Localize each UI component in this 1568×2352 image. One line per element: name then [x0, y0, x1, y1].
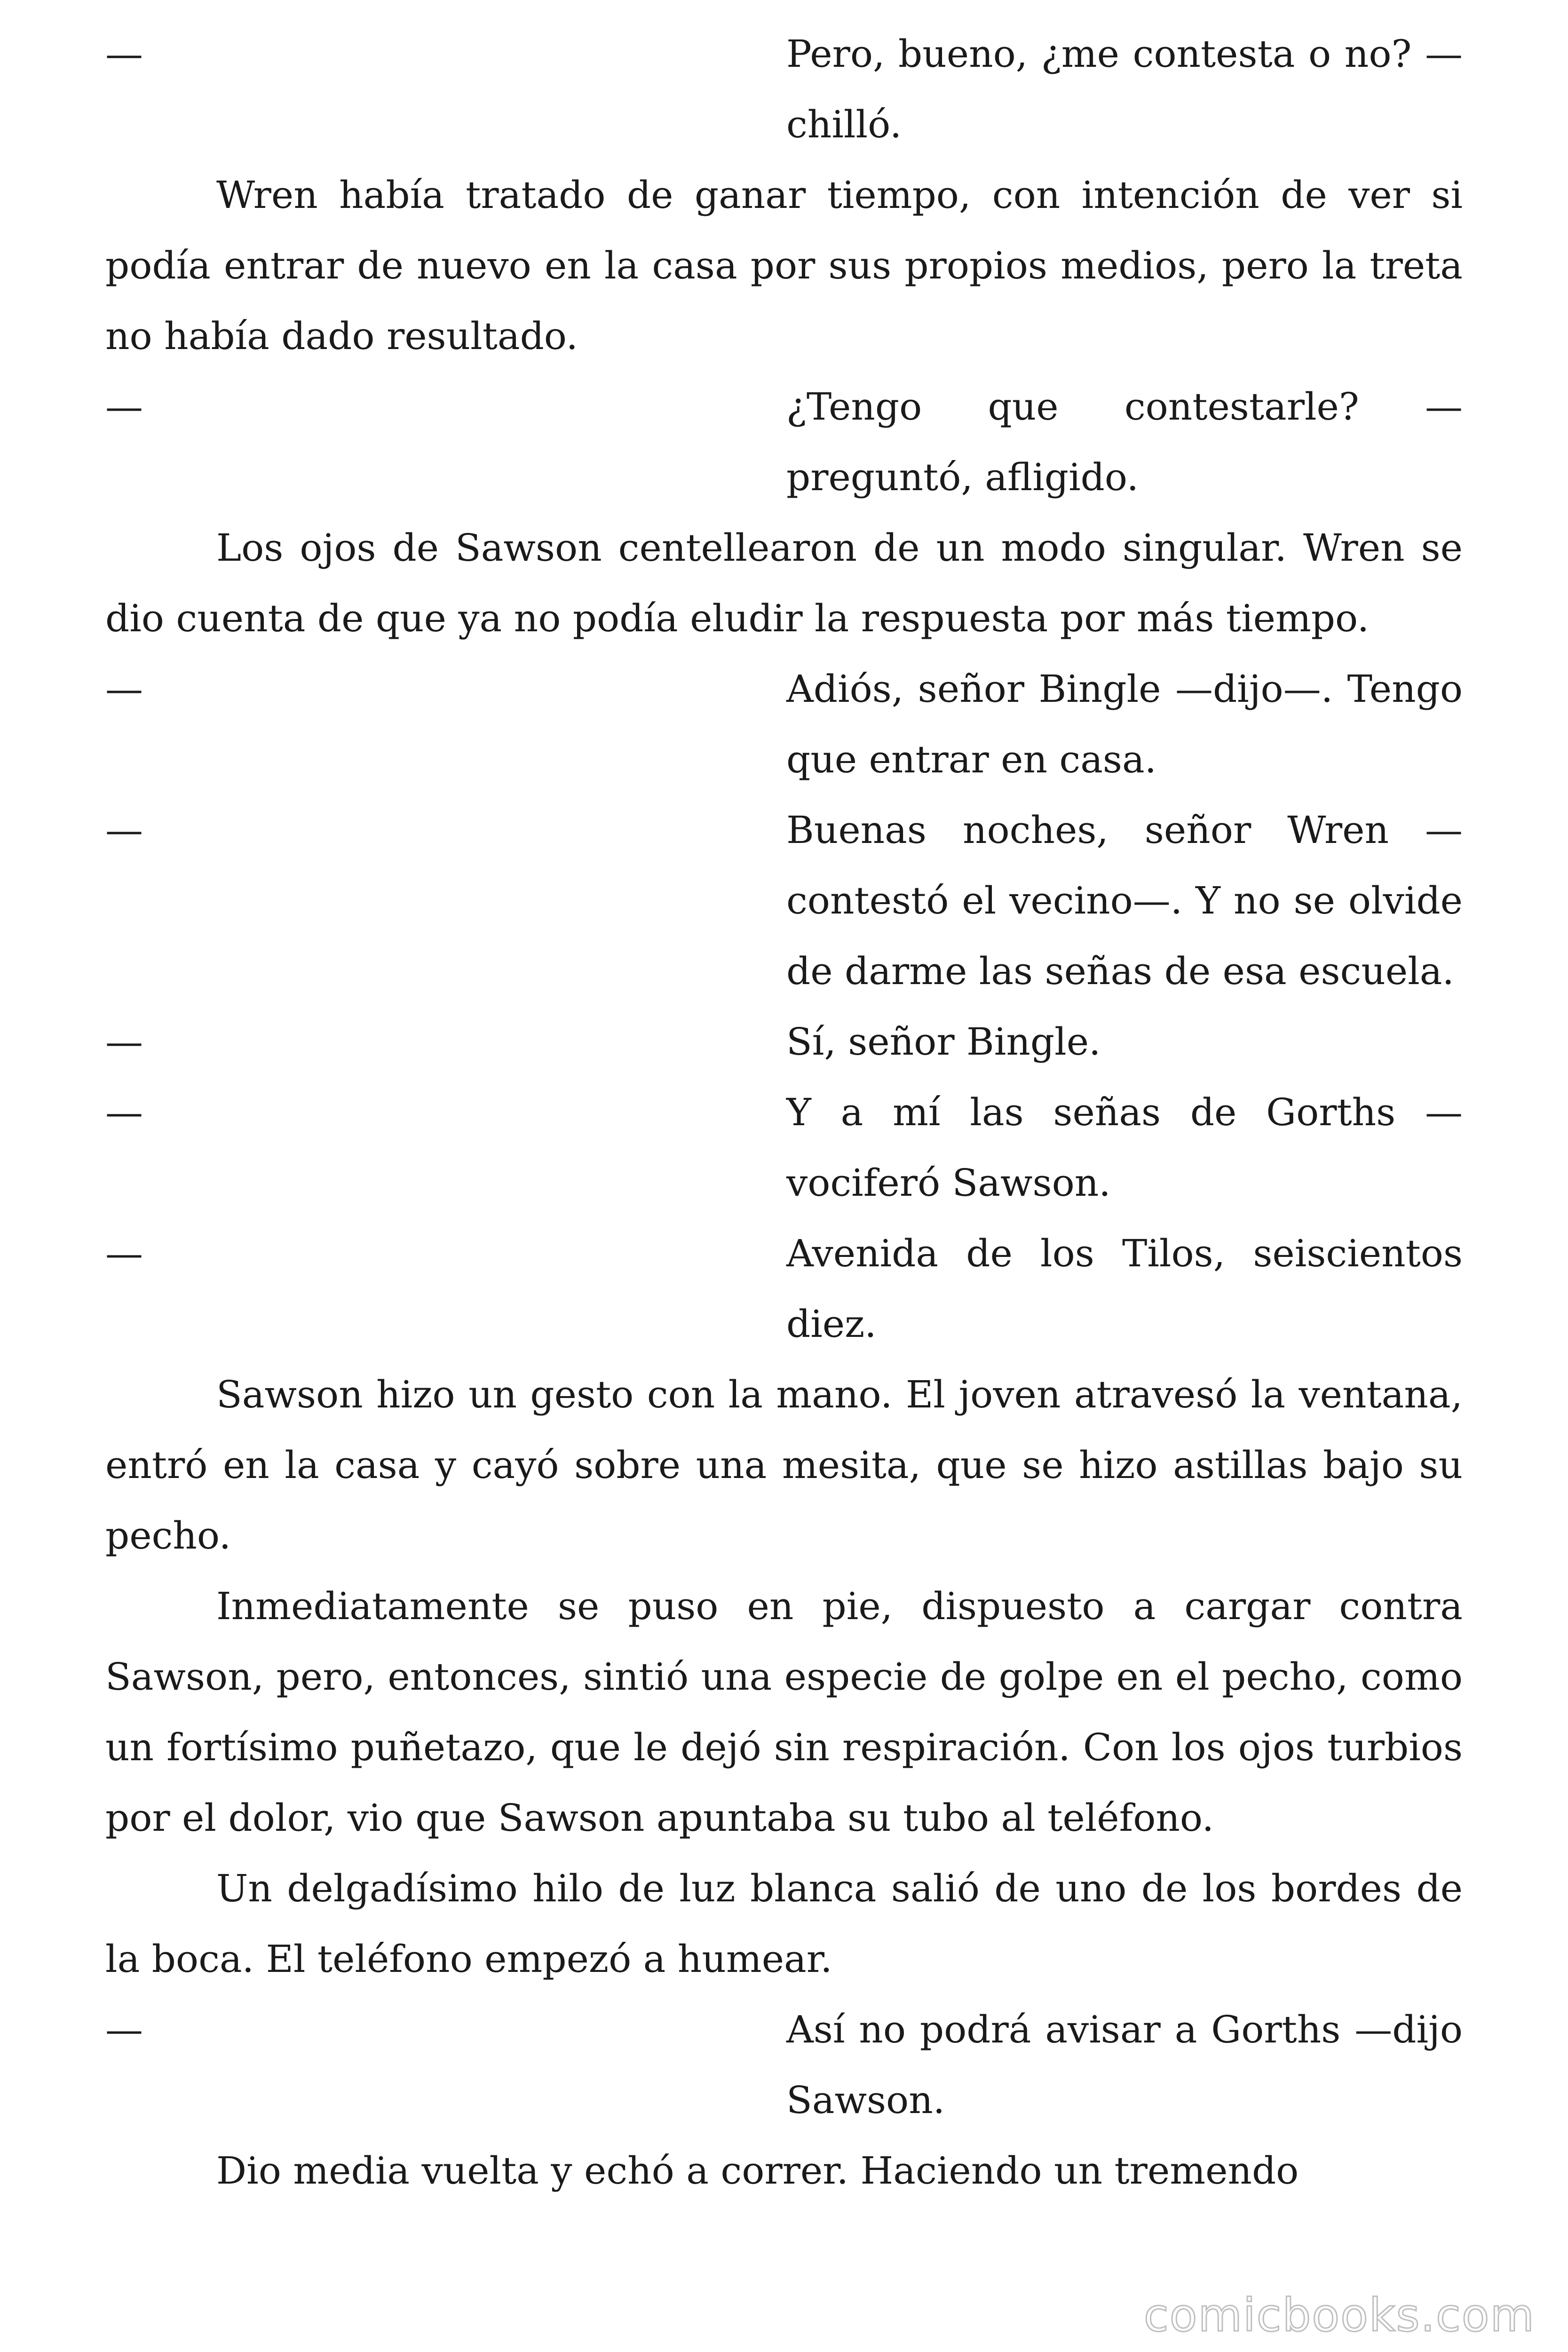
dialogue-dash: —	[105, 385, 143, 429]
dialogue-dash: —	[105, 1232, 143, 1275]
dialogue-text: Avenida de los Tilos, seiscientos diez.	[786, 1232, 1463, 1346]
dialogue-line	[105, 19, 1463, 160]
dialogue-dash: —	[105, 2008, 143, 2051]
dialogue-line	[105, 1007, 1463, 1077]
dialogue-text: Sí, señor Bingle.	[786, 1020, 1101, 1064]
dialogue-text: Buenas noches, señor Wren —contestó el vecino—. Y no se olvide de darme las señas de esa escuela.	[786, 808, 1463, 993]
dialogue-line	[105, 654, 1463, 795]
paragraph: Dio media vuelta y echó a correr. Haciendo un tremendo	[216, 2149, 1299, 2193]
dialogue-text: Y a mí las señas de Gorths —vociferó Sawson.	[786, 1090, 1463, 1205]
dialogue-dash: —	[105, 32, 143, 76]
dialogue-dash: —	[105, 808, 143, 852]
dialogue-line	[105, 1994, 1463, 2136]
paragraph: Wren había tratado de ganar tiempo, con intención de ver si podía entrar de nuevo en la casa por sus propios medios, pero la treta no había dado resultado.	[105, 173, 1463, 358]
dialogue-dash: —	[105, 1020, 143, 1064]
dialogue-line	[105, 1218, 1463, 1359]
dialogue-dash: —	[105, 667, 143, 711]
paragraph: Inmediatamente se puso en pie, dispuesto a cargar contra Sawson, pero, entonces, sintió una especie de golpe en el pecho, como un fortísimo puñetazo, que le dejó sin respiración. Con los ojos turbios por el dolor, vio que Sawson apuntaba su tubo al teléfono.	[105, 1584, 1463, 1840]
dialogue-text: Así no podrá avisar a Gorths —dijo Sawson.	[786, 2008, 1463, 2122]
paragraph: Sawson hizo un gesto con la mano. El joven atravesó la ventana, entró en la casa y cayó sobre una mesita, que se hizo astillas bajo su pecho.	[105, 1373, 1463, 1557]
watermark: comicbooks.com	[1143, 2289, 1535, 2342]
dialogue-line	[105, 1077, 1463, 1218]
dialogue-line	[105, 795, 1463, 1007]
paragraph: Un delgadísimo hilo de luz blanca salió de uno de los bordes de la boca. El teléfono empezó a humear.	[105, 1867, 1463, 1981]
dialogue-line	[105, 372, 1463, 513]
dialogue-text: Adiós, señor Bingle —dijo—. Tengo que entrar en casa.	[786, 667, 1463, 781]
dialogue-text: Pero, bueno, ¿me contesta o no? —chilló.	[786, 32, 1463, 146]
paragraph: Los ojos de Sawson centellearon de un modo singular. Wren se dio cuenta de que ya no podía eludir la respuesta por más tiempo.	[105, 526, 1463, 640]
dialogue-text: ¿Tengo que contestarle? —preguntó, afligido.	[786, 385, 1463, 499]
dialogue-dash: —	[105, 1090, 143, 1134]
page-body	[105, 19, 1463, 2206]
